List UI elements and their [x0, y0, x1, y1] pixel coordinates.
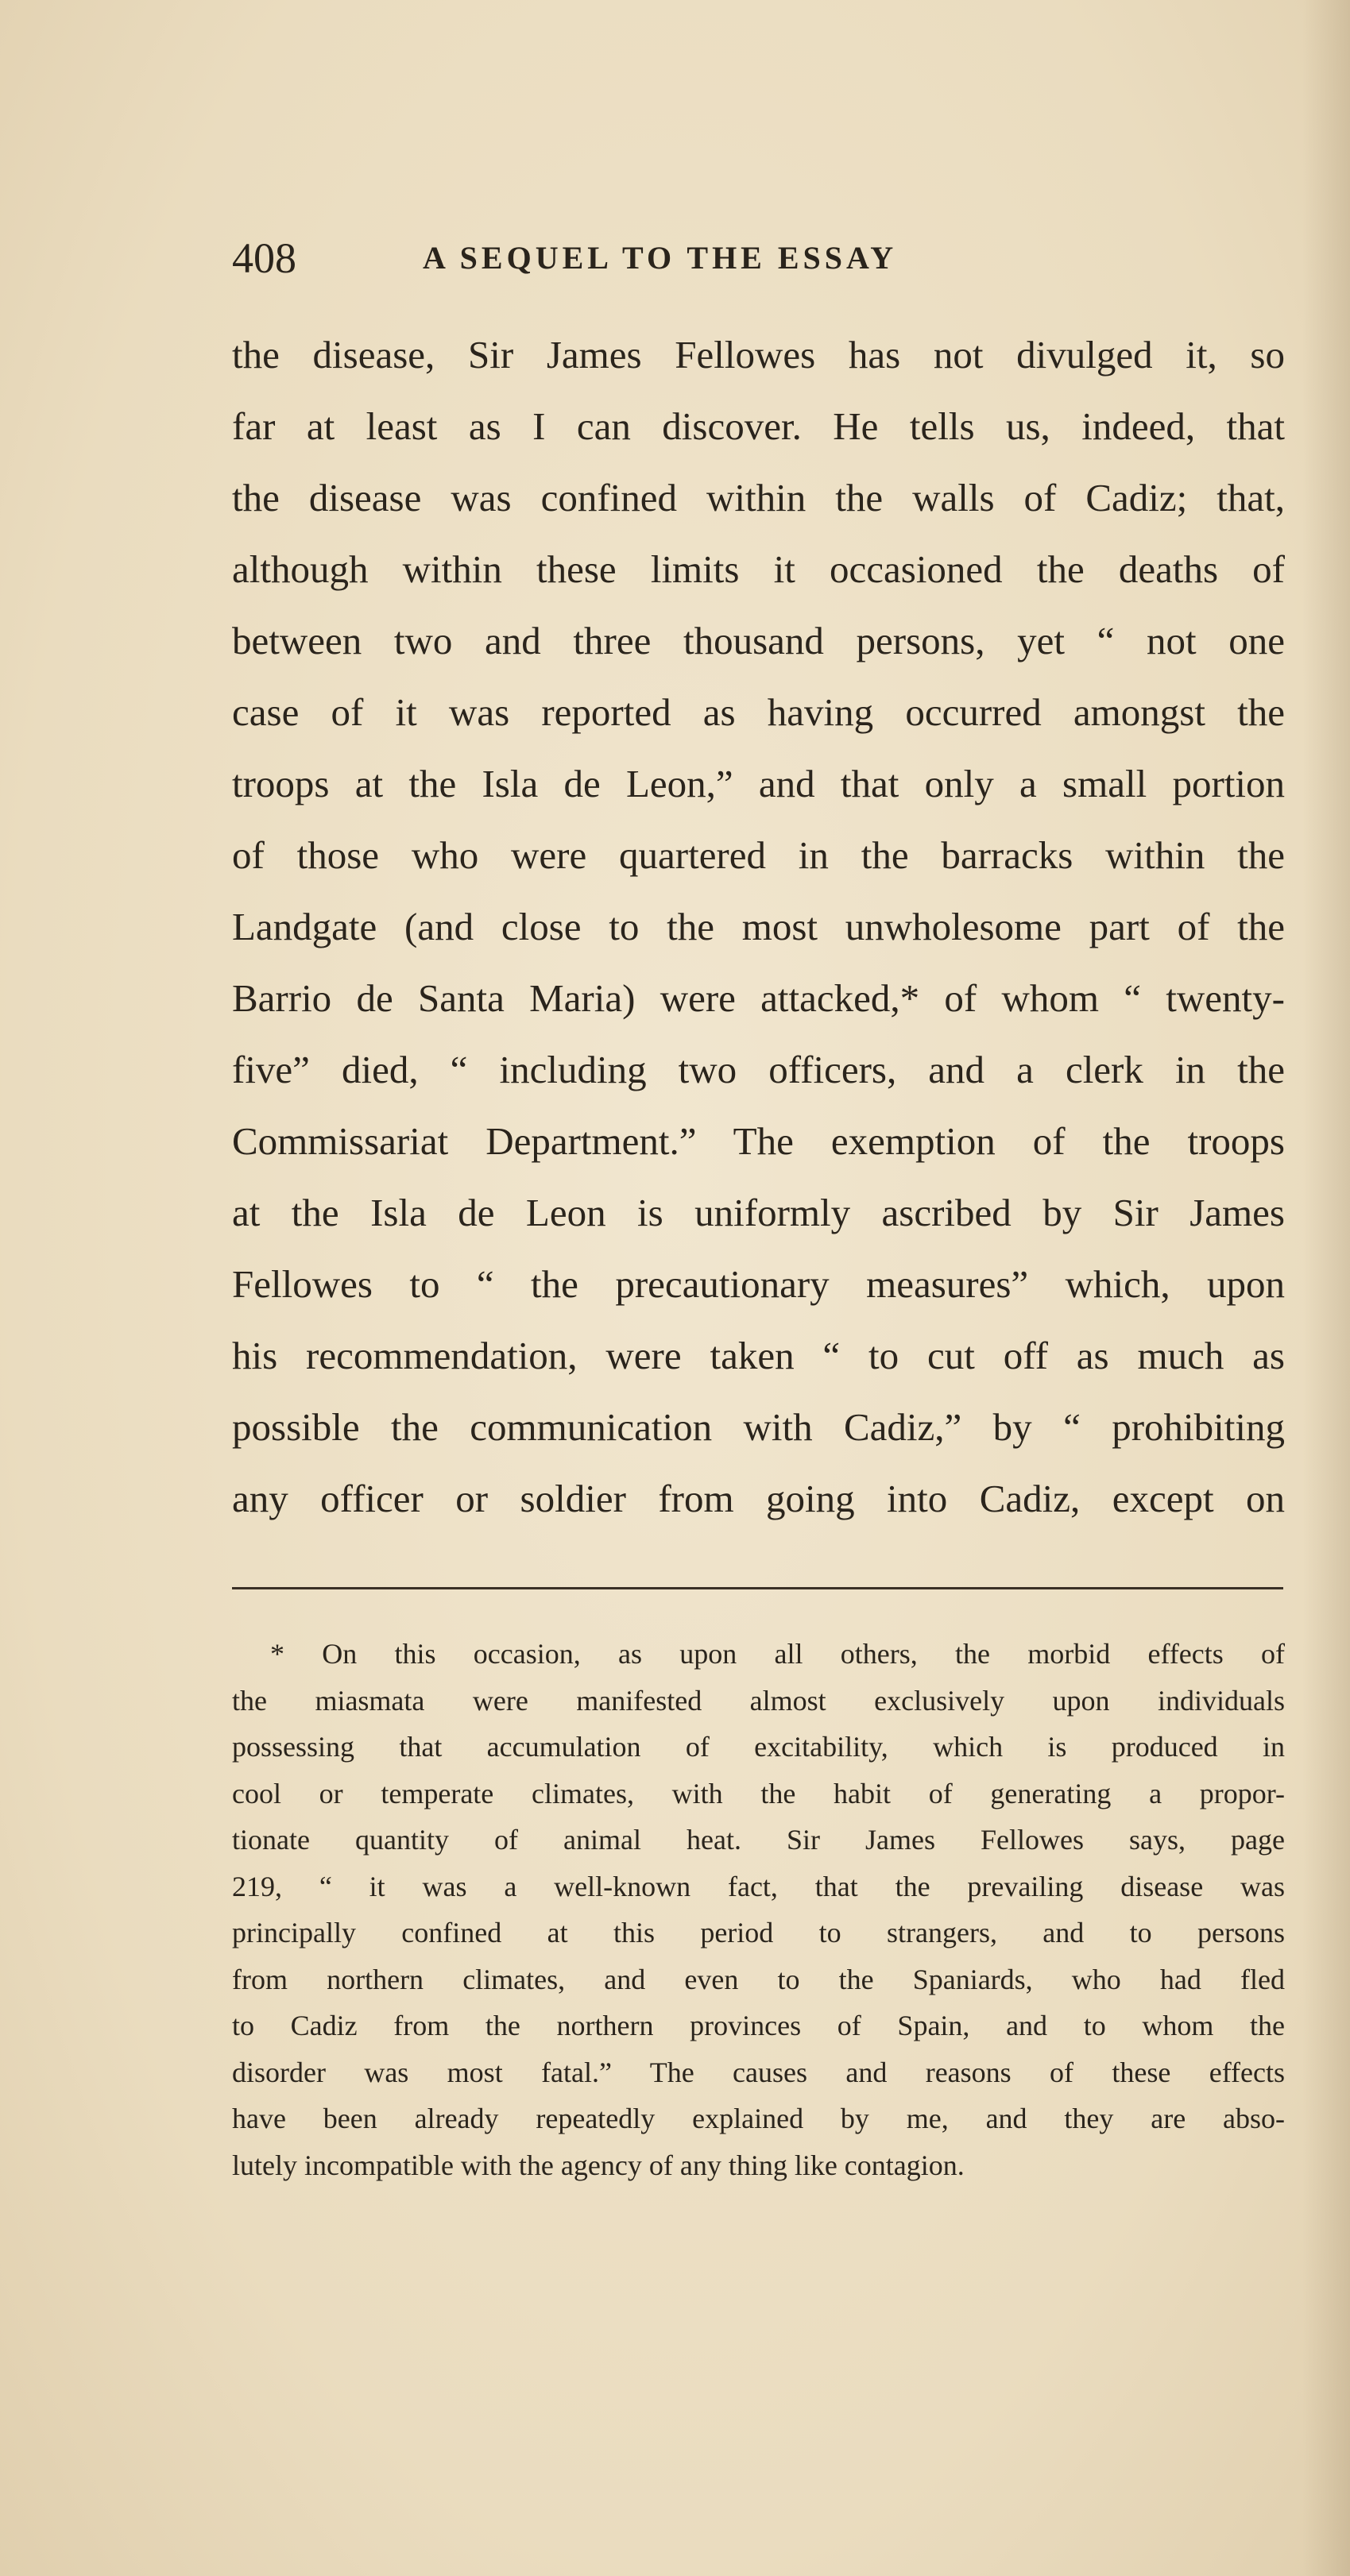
body-line: Landgate (and close to the most unwholesome part of the	[232, 905, 1285, 948]
body-line: his recommendation, were taken “ to cut off as much as	[232, 1334, 1285, 1377]
body-line: the disease was confined within the walls of Cadiz; that,	[232, 476, 1285, 519]
footnote-line: 219, “ it was a well-known fact, that the prevailing disease was	[232, 1870, 1285, 1902]
footnote-line: principally confined at this period to strangers, and to persons	[232, 1917, 1285, 1948]
footnote-line: disorder was most fatal.” The causes and reasons of these effects	[232, 2056, 1285, 2088]
footnote-line: to Cadiz from the northern provinces of Spain, and to whom the	[232, 2010, 1285, 2041]
running-head: A SEQUEL TO THE ESSAY	[423, 240, 898, 276]
footnote-line: lutely incompatible with the agency of any thing like contagion.	[232, 2149, 965, 2181]
body-line: between two and three thousand persons, yet “ not one	[232, 619, 1285, 662]
footnote-line: tionate quantity of animal heat. Sir James Fellowes says, page	[232, 1824, 1285, 1856]
footnote-rule	[232, 1587, 1283, 1589]
footnote-line: * On this occasion, as upon all others, the morbid effects of	[270, 1638, 1285, 1670]
body-line: case of it was reported as having occurred amongst the	[232, 690, 1285, 734]
body-line: possible the communication with Cadiz,” by “ prohibiting	[232, 1405, 1285, 1449]
body-line: of those who were quartered in the barracks within the	[232, 833, 1285, 877]
body-line: Commissariat Department.” The exemption of the troops	[232, 1119, 1285, 1163]
page-number: 408	[232, 234, 296, 282]
body-line: five” died, “ including two officers, and a clerk in the	[232, 1048, 1285, 1091]
body-line: troops at the Isla de Leon,” and that only a small portion	[232, 762, 1285, 805]
body-line: Barrio de Santa Maria) were attacked,* of whom “ twenty-	[232, 976, 1285, 1020]
body-line: at the Isla de Leon is uniformly ascribed by Sir James	[232, 1191, 1285, 1234]
footnote-line: possessing that accumulation of excitability, which is produced in	[232, 1731, 1285, 1763]
footnote-line: the miasmata were manifested almost exclusively upon individuals	[232, 1684, 1285, 1717]
footnote-line: cool or temperate climates, with the habit of generating a propor-	[232, 1777, 1285, 1809]
footnote-line: from northern climates, and even to the Spaniards, who had fled	[232, 1963, 1285, 1995]
body-text	[232, 319, 1285, 1535]
page-header	[232, 230, 1281, 286]
page-edge-shadow	[1302, 0, 1350, 2576]
body-line: although within these limits it occasioned the deaths of	[232, 547, 1285, 591]
body-line: far at least as I can discover. He tells us, indeed, that	[232, 404, 1285, 448]
body-line: Fellowes to “ the precautionary measures” which, upon	[232, 1262, 1285, 1306]
body-line: the disease, Sir James Fellowes has not divulged it, so	[232, 333, 1285, 377]
body-line: any officer or soldier from going into Cadiz, except on	[232, 1477, 1285, 1520]
footnote-line: have been already repeatedly explained by me, and they are abso-	[232, 2103, 1285, 2134]
footnote	[232, 1631, 1285, 2188]
